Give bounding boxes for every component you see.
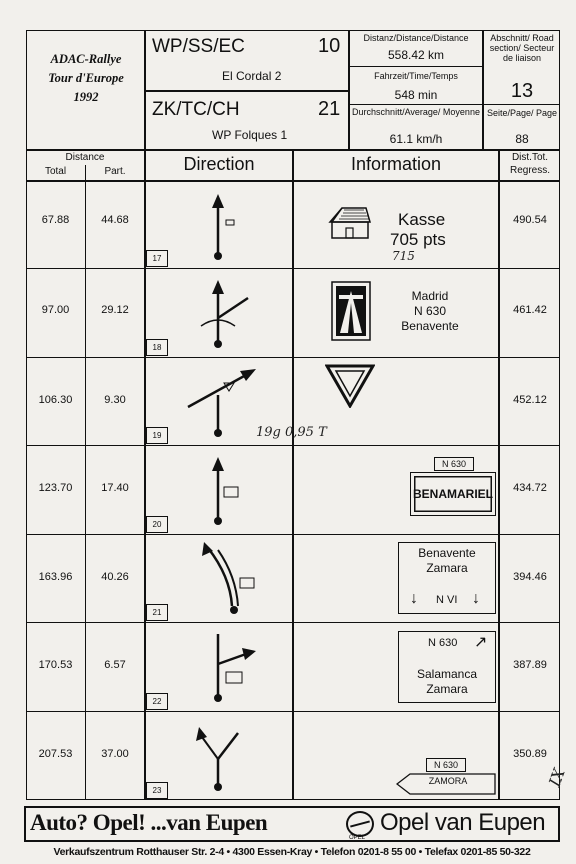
row-number: 17 <box>146 250 168 267</box>
direction-diagram-fork-left <box>146 536 292 622</box>
row-total: 123.70 <box>38 482 73 494</box>
yield-sign-icon <box>325 364 375 408</box>
section-value: 13 <box>510 80 534 102</box>
zk-number: 21 <box>318 98 341 120</box>
direction-diagram-right <box>146 624 292 710</box>
distance-value: 558.42 km <box>387 48 445 62</box>
direction-diagram-straight <box>146 182 292 268</box>
handwritten-note: 19g 0,95 T <box>256 425 327 440</box>
row-regress: 434.72 <box>513 482 547 494</box>
handwritten-points: 715 <box>392 249 415 263</box>
sign-text: Benavente Zamara <box>418 546 476 575</box>
row-total: 207.53 <box>38 748 73 760</box>
col-direction: Direction <box>183 154 255 174</box>
time-label: Fahrzeit/Time/Temps <box>374 71 458 81</box>
house-icon <box>328 198 372 242</box>
page-value: 88 <box>515 132 529 146</box>
motorway-sign-icon <box>331 281 371 341</box>
row-part: 9.30 <box>104 394 126 406</box>
opel-logo-icon <box>346 811 374 837</box>
row-regress: 387.89 <box>513 659 547 671</box>
row-number: 22 <box>146 693 168 710</box>
ad-brand: Opel van Eupen <box>380 809 546 836</box>
zk-code: ZK/TC/CH <box>152 99 240 120</box>
col-part: Part. <box>104 166 126 177</box>
info-kasse: Kasse <box>398 210 446 229</box>
row-regress: 350.89 <box>513 748 547 760</box>
row-total: 106.30 <box>38 394 73 406</box>
direction-diagram-junction <box>146 270 292 356</box>
row-part: 37.00 <box>101 748 129 760</box>
down-arrow-icon: ↓ <box>472 590 480 607</box>
col-information: Information <box>350 154 442 174</box>
sign-text: Salamanca Zamara <box>416 667 478 696</box>
row-number: 19 <box>146 427 168 444</box>
row-total: 170.53 <box>38 659 73 671</box>
col-distance: Distance <box>65 152 105 163</box>
page-label: Seite/Page/ Page <box>486 108 558 118</box>
arrow-up-right-icon: ↗ <box>474 634 488 651</box>
row-total: 67.88 <box>41 214 70 226</box>
row-part: 17.40 <box>101 482 129 494</box>
ad-slogan: Auto? Opel! ...van Eupen <box>30 810 268 835</box>
direction-diagram-straight-sign <box>146 447 292 533</box>
ad-address: Verkaufszentrum Rotthauser Str. 2-4 • 4300 Essen-Kray • Telefon 0201-8 55 00 • Telefax 0201-85 50-322 <box>53 846 531 858</box>
row-regress: 461.42 <box>513 304 547 316</box>
wp-code: WP/SS/EC <box>152 36 245 57</box>
row-part: 6.57 <box>104 659 126 671</box>
sign-road: N 630 <box>428 637 458 649</box>
footer-ad <box>24 806 560 860</box>
direction-diagram-y-fork <box>146 713 292 799</box>
row-part: 44.68 <box>101 214 129 226</box>
average-value: 61.1 km/h <box>389 132 443 146</box>
col-regress: Regress. <box>509 165 550 176</box>
road-number-sign: N 630 <box>426 758 466 772</box>
row-number: 21 <box>146 604 168 621</box>
row-part: 29.12 <box>101 304 129 316</box>
distance-label: Distanz/Distance/Distance <box>363 33 469 43</box>
zk-name: WP Folques 1 <box>212 128 288 142</box>
road-number-sign: N 630 <box>434 457 474 471</box>
row-regress: 490.54 <box>513 214 547 226</box>
margin-mark: IX <box>544 765 569 790</box>
row-part: 40.26 <box>101 571 129 583</box>
info-points: 705 pts <box>390 230 446 249</box>
town-sign: BENAMARIEL <box>410 472 496 516</box>
down-arrow-icon: ↓ <box>410 590 418 607</box>
wp-number: 10 <box>318 35 341 57</box>
col-dist-tot: Dist.Tot. <box>511 152 549 163</box>
row-total: 163.96 <box>38 571 73 583</box>
rally-title: ADAC-Rallye Tour d'Europe 1992 <box>48 52 124 104</box>
wp-name: El Cordal 2 <box>222 69 282 83</box>
row-number: 23 <box>146 782 168 799</box>
section-label: Abschnitt/ Road section/ Secteur de liaison <box>489 33 555 63</box>
opel-badge: OPEL <box>349 835 366 841</box>
col-total: Total <box>44 166 67 177</box>
time-value: 548 min <box>394 88 438 102</box>
row-regress: 394.46 <box>513 571 547 583</box>
arrow-sign-text: ZAMORA <box>428 776 468 786</box>
row-number: 18 <box>146 339 168 356</box>
row-number: 20 <box>146 516 168 533</box>
row-total: 97.00 <box>41 304 70 316</box>
average-label: Durchschnitt/Average/ Moyenne <box>352 107 480 117</box>
sign-road: N VI <box>436 594 458 606</box>
info-sign-text: Madrid N 630 Benavente <box>401 289 459 333</box>
row-regress: 452.12 <box>513 394 547 406</box>
